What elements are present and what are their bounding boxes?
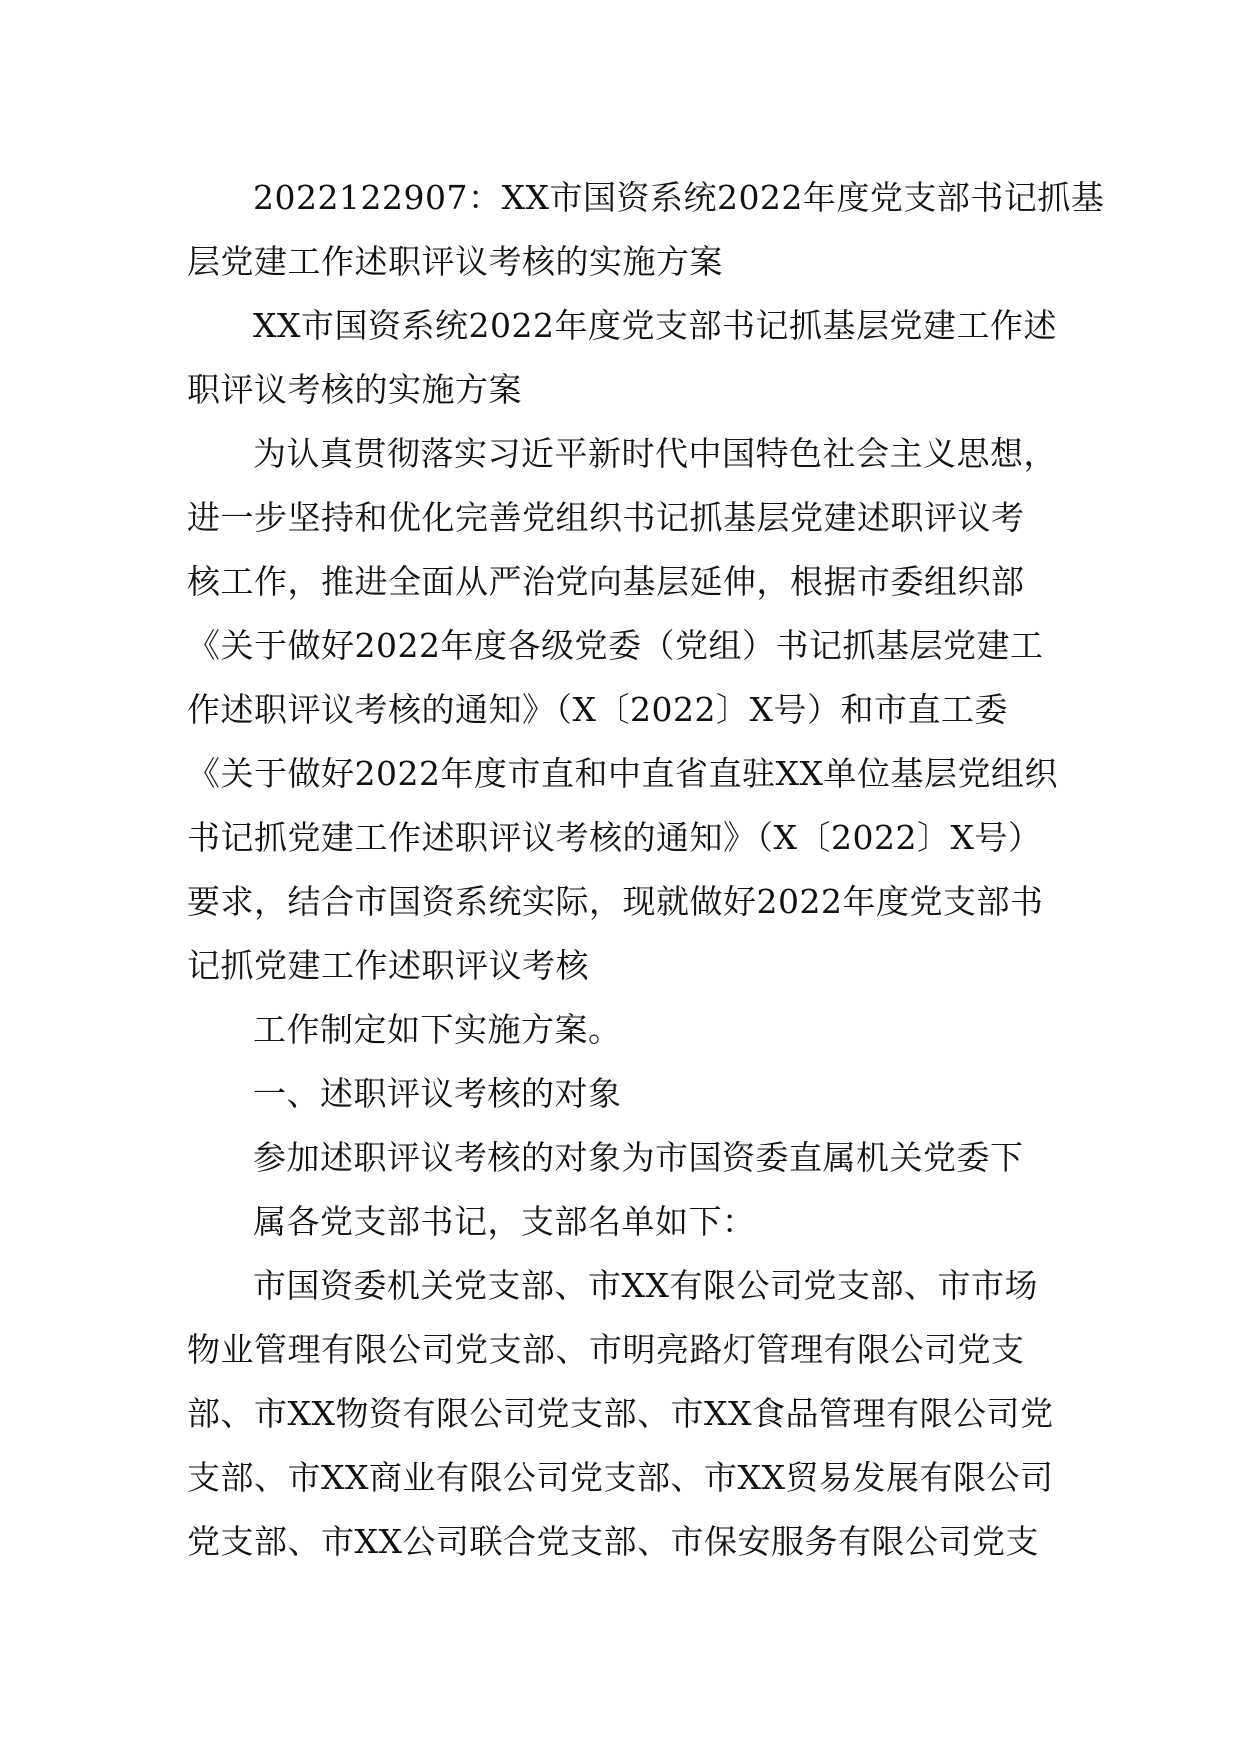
paragraph-intro-line-1: 为认真贯彻落实习近平新时代中国特色社会主义思想， (253, 434, 1057, 473)
paragraph-objects-line-2: 属各党支部书记，支部名单如下： (253, 1202, 756, 1241)
paragraph-branches-line-3: 部、市XX物资有限公司党支部、市XX食品管理有限公司党 (187, 1394, 1054, 1433)
paragraph-intro-line-4: 《关于做好2022年度各级党委（党组）书记抓基层党建工 (187, 626, 1044, 665)
subtitle-line-2: 职评议考核的实施方案 (187, 370, 522, 409)
paragraph-branches-line-5: 党支部、市XX公司联合党支部、市保安服务有限公司党支 (187, 1522, 1039, 1561)
title-line-2: 层党建工作述职评议考核的实施方案 (187, 242, 723, 281)
paragraph-intro-line-7: 书记抓党建工作述职评议考核的通知》（X〔2022〕X号） (187, 818, 1042, 857)
paragraph-intro-line-6: 《关于做好2022年度市直和中直省直驻XX单位基层党组织 (187, 754, 1058, 793)
paragraph-intro-line-8: 要求，结合市国资系统实际，现就做好2022年度党支部书 (187, 882, 1044, 921)
title-line-1: 2022122907：XX市国资系统2022年度党支部书记抓基 (253, 178, 1105, 217)
paragraph-intro-line-3: 核工作，推进全面从严治党向基层延伸，根据市委组织部 (187, 562, 1025, 601)
paragraph-branches-line-4: 支部、市XX商业有限公司党支部、市XX贸易发展有限公司 (187, 1458, 1054, 1497)
subtitle-line-1: XX市国资系统2022年度党支部书记抓基层党建工作述 (253, 306, 1057, 345)
paragraph-intro-line-2: 进一步坚持和优化完善党组织书记抓基层党建述职评议考 (187, 498, 1025, 537)
document-body (187, 166, 1105, 1574)
section-heading-1: 一、述职评议考核的对象 (253, 1074, 622, 1113)
paragraph-objects-line-1: 参加述职评议考核的对象为市国资委直属机关党委下 (253, 1138, 1024, 1177)
paragraph-plan-line: 工作制定如下实施方案。 (253, 1010, 622, 1049)
paragraph-intro-line-9: 记抓党建工作述职评议考核 (187, 946, 589, 985)
paragraph-branches-line-1: 市国资委机关党支部、市XX有限公司党支部、市市场 (253, 1266, 1038, 1305)
paragraph-branches-line-2: 物业管理有限公司党支部、市明亮路灯管理有限公司党支 (187, 1330, 1025, 1369)
paragraph-intro-line-5: 作述职评议考核的通知》（X〔2022〕X号）和市直工委 (187, 690, 1008, 729)
